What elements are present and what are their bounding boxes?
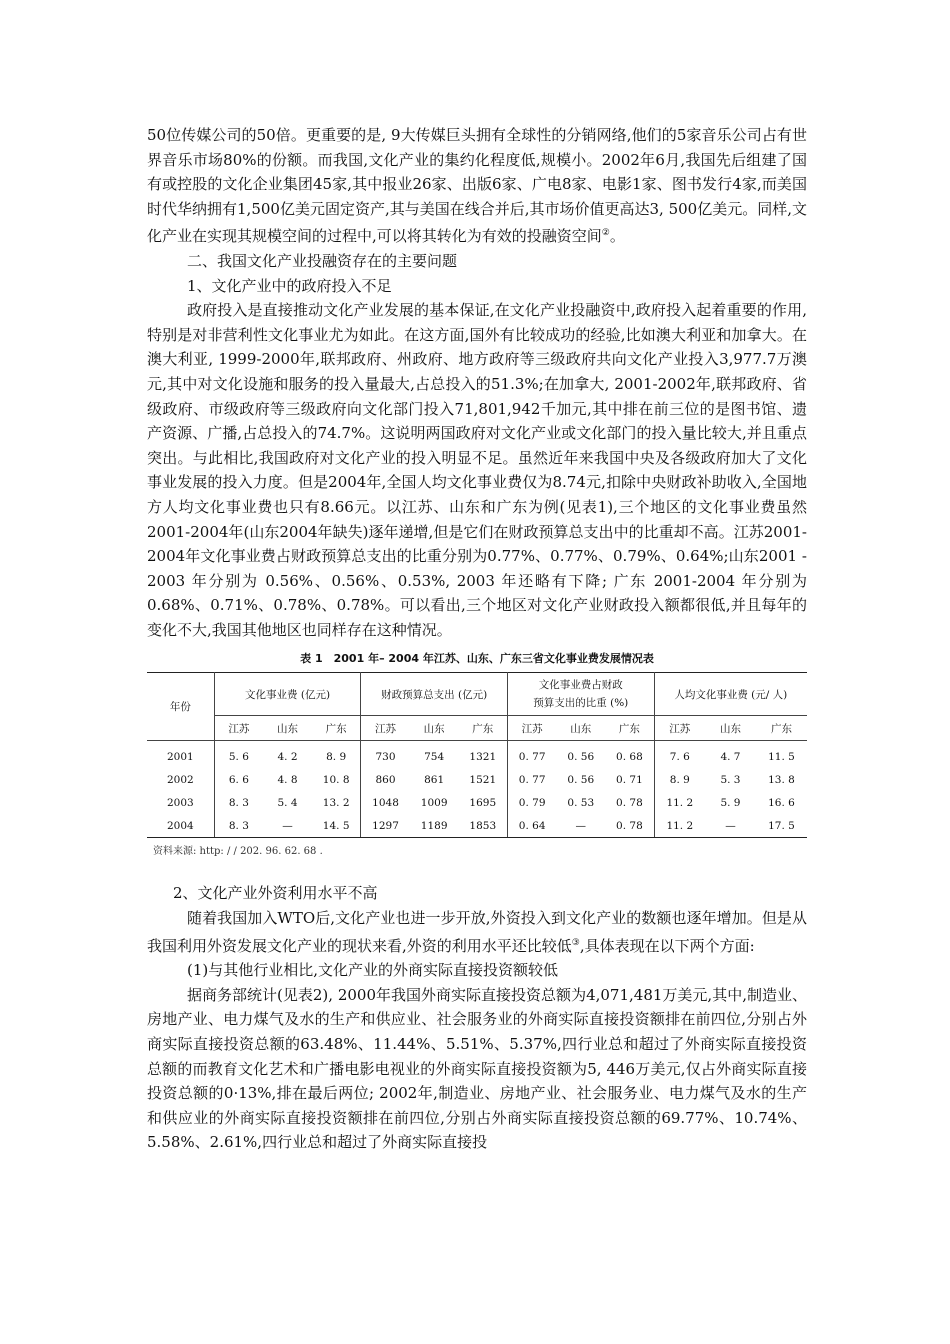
section-heading: 二、我国文化产业投融资存在的主要问题 [187, 251, 458, 270]
table-cell: 1189 [410, 814, 459, 838]
table-cell-year: 2003 [147, 791, 214, 814]
header-province: 山东 [556, 716, 605, 741]
header-culture-expense: 文化事业费 (亿元) [214, 673, 361, 716]
table-cell: 1048 [372, 796, 399, 809]
table-cell: 11. 5 [768, 750, 795, 763]
table-cell: — [263, 814, 312, 838]
paragraph-2: 政府投入是直接推动文化产业发展的基本保证,在文化产业投融资中,政府投入起着重要的作用,特别是对非营利性文化事业尤为如此。在这方面,国外有比较成功的经验,比如澳大利亚和加拿大。在澳大利亚, 1999-2000年,联邦政府、州政府、地方政府等三级政府共向文化产业投入3,977.7万澳元,其中对文化设施和服务的投入量最大,占总投入的51.3%;在加拿大, 2001-2002年,联邦政府、省级政府、市级政府等三级政府向文化部门投入71,801,942千加元,其中排在前三位的是图书馆、遗产资源、广播,占总投入的74.7%。这说明两国政府对文化产业或文化部门的投入量比较大,并且重点突出。与此相比,我国政府对文化产业的投入明显不足。虽然近年来我国中央及各级政府加大了文化事业发展的投入力度。但是2004年,全国人均文化事业费仅为8.74元,扣除中央财政补助收入,全国地方人均文化事业费也只有8.66元。以江苏、山东和广东为例(见表1),三个地区的文化事业费虽然2001-2004年(山东2004年缺失)逐年递增,但是它们在财政预算总支出中的比重却不高。江苏2001-2004年文化事业费占财政预算总支出的比重分别为0.77%、0.77%、0.79%、0.64%;山东2001 - 2003 年分别为 0.56%、0.56%、0.53%, 2003 年还略有下降; 广东 2001-2004 年分别为0.68%、0.71%、0.78%、0.78%。可以看出,三个地区对文化产业财政投入额都很低,并且每年的变化不大,我国其他地区也同样存在这种情况。 [147, 301, 807, 639]
subsection-heading-1: 1、文化产业中的政府投入不足 [187, 276, 392, 295]
table-cell: 13. 8 [768, 773, 795, 786]
table-title: 表 1 2001 年– 2004 年江苏、山东、广东三省文化事业费发展情况表 [300, 652, 654, 666]
table-cell: 0. 78 [605, 791, 654, 814]
header-province: 山东 [705, 716, 756, 741]
header-province: 山东 [263, 716, 312, 741]
footnote-marker[interactable]: ② [601, 228, 610, 239]
table-cell: 0. 56 [567, 750, 595, 763]
subsubsection-heading: (1)与其他行业相比,文化产业的外商实际直接投资额较低 [187, 961, 559, 980]
table-cell: 5. 4 [277, 796, 298, 809]
table-cell: — [556, 814, 605, 838]
table-row [147, 768, 807, 791]
header-ratio: 文化事业费占财政 预算支出的比重 (%) [507, 673, 654, 716]
table-cell: 5. 6 [228, 750, 249, 763]
table-cell: 4. 2 [277, 750, 298, 763]
table-cell: 5. 9 [720, 796, 741, 809]
footnote-marker[interactable]: ③ [571, 937, 580, 948]
table-source: 资料来源: http: / / 202. 96. 62. 68 . [153, 846, 323, 858]
table-cell: 1297 [361, 814, 410, 838]
table-cell: — [705, 814, 756, 838]
table-cell: 1695 [459, 791, 508, 814]
header-year: 年份 [147, 673, 214, 741]
table-cell: 6. 6 [228, 773, 249, 786]
table-row [147, 791, 807, 814]
header-province: 江苏 [654, 716, 705, 741]
table-cell: 1009 [420, 796, 448, 809]
table-row [147, 741, 807, 769]
table-cell: 0. 77 [518, 773, 546, 786]
table-cell-year: 2004 [147, 814, 214, 838]
table-cell: 11. 2 [654, 814, 705, 838]
table-cell: 860 [375, 773, 396, 786]
table-cell: 13. 2 [312, 791, 361, 814]
table-cell: 1321 [459, 741, 508, 769]
table-cell: 1853 [459, 814, 508, 838]
table-cell: 4. 7 [720, 750, 741, 763]
header-per-capita: 人均文化事业费 (元/ 人) [654, 673, 807, 716]
header-province: 广东 [459, 716, 508, 741]
table-cell: 4. 8 [277, 773, 298, 786]
table-cell: 16. 6 [768, 796, 795, 809]
table-cell: 14. 5 [312, 814, 361, 838]
table-cell: 730 [375, 750, 396, 763]
header-budget-total: 财政预算总支出 (亿元) [361, 673, 508, 716]
header-province: 江苏 [214, 716, 263, 741]
paragraph-1: 50位传媒公司的50倍。更重要的是, 9大传媒巨头拥有全球性的分销网络,他们的5家音乐公司占有世界音乐市场80%的份额。而我国,文化产业的集约化程度低,规模小。2002年6月,我国先后组建了国有或控股的文化企业集团45家,其中报业26家、出版6家、广电8家、电影1家、图书发行4家,而美国时代华纳拥有1,500亿美元固定资产,其与美国在线合并后,其市场价值更高达3, 500亿美元。同样,文化产业在实现其规模空间的过程中,可以将其转化为有效的投融资空间②。 [147, 126, 807, 246]
table-cell: 17. 5 [756, 814, 807, 838]
table-cell-year: 2001 [147, 741, 214, 769]
paragraph-3: 随着我国加入WTO后,文化产业也进一步开放,外资投入到文化产业的数额也逐年增加。但是从我国利用外资发展文化产业的现状来看,外资的利用水平还比较低③,具体表现在以下两个方面: [147, 909, 807, 955]
table-cell: 0. 64 [507, 814, 556, 838]
table-cell: 8. 9 [312, 741, 361, 769]
header-province: 广东 [605, 716, 654, 741]
table-cell: 861 [424, 773, 445, 786]
table-cell: 754 [424, 750, 445, 763]
table-cell: 5. 3 [720, 773, 741, 786]
table-cell: 0. 56 [567, 773, 595, 786]
table-cell: 0. 79 [518, 796, 546, 809]
table-cell: 11. 2 [666, 796, 694, 809]
table-cell-year: 2002 [147, 768, 214, 791]
header-province: 广东 [756, 716, 807, 741]
table-cell: 0. 77 [518, 750, 546, 763]
table-cell: 0. 53 [567, 796, 595, 809]
table-cell: 8. 3 [214, 814, 263, 838]
table-cell: 8. 3 [228, 796, 249, 809]
header-province: 广东 [312, 716, 361, 741]
paragraph-4: 据商务部统计(见表2), 2000年我国外商实际直接投资总额为4,071,481万美元,其中,制造业、房地产业、电力煤气及水的生产和供应业、社会服务业的外商实际直接投资额排在前四位,分别占外商实际直接投资总额的63.48%、11.44%、5.51%、5.37%,四行业总和超过了外商实际直接投资总额的而教育文化艺术和广播电影电视业的外商实际直接投资额为5, 446万美元,仅占外商实际直接投资总额的0·13%,排在最后两位; 2002年,制造业、房地产业、社会服务业、电力煤气及水的生产和供应业的外商实际直接投资额排在前四位,分别占外商实际直接投资总额的69.77%、10.74%、5.58%、2.61%,四行业总和超过了外商实际直接投 [147, 985, 807, 1152]
table-cell: 0. 71 [605, 768, 654, 791]
table-cell: 0. 78 [605, 814, 654, 838]
header-province: 山东 [410, 716, 459, 741]
subsection-heading-2: 2、文化产业外资利用水平不高 [173, 884, 378, 903]
table-cell: 7. 6 [669, 750, 690, 763]
table-row [147, 814, 807, 838]
data-table [147, 672, 807, 838]
header-province: 江苏 [507, 716, 556, 741]
table-1 [147, 650, 807, 857]
document-page [147, 123, 807, 1155]
table-cell: 8. 9 [669, 773, 690, 786]
header-province: 江苏 [361, 716, 410, 741]
table-cell: 0. 68 [605, 741, 654, 769]
table-cell: 1521 [459, 768, 508, 791]
table-cell: 10. 8 [312, 768, 361, 791]
